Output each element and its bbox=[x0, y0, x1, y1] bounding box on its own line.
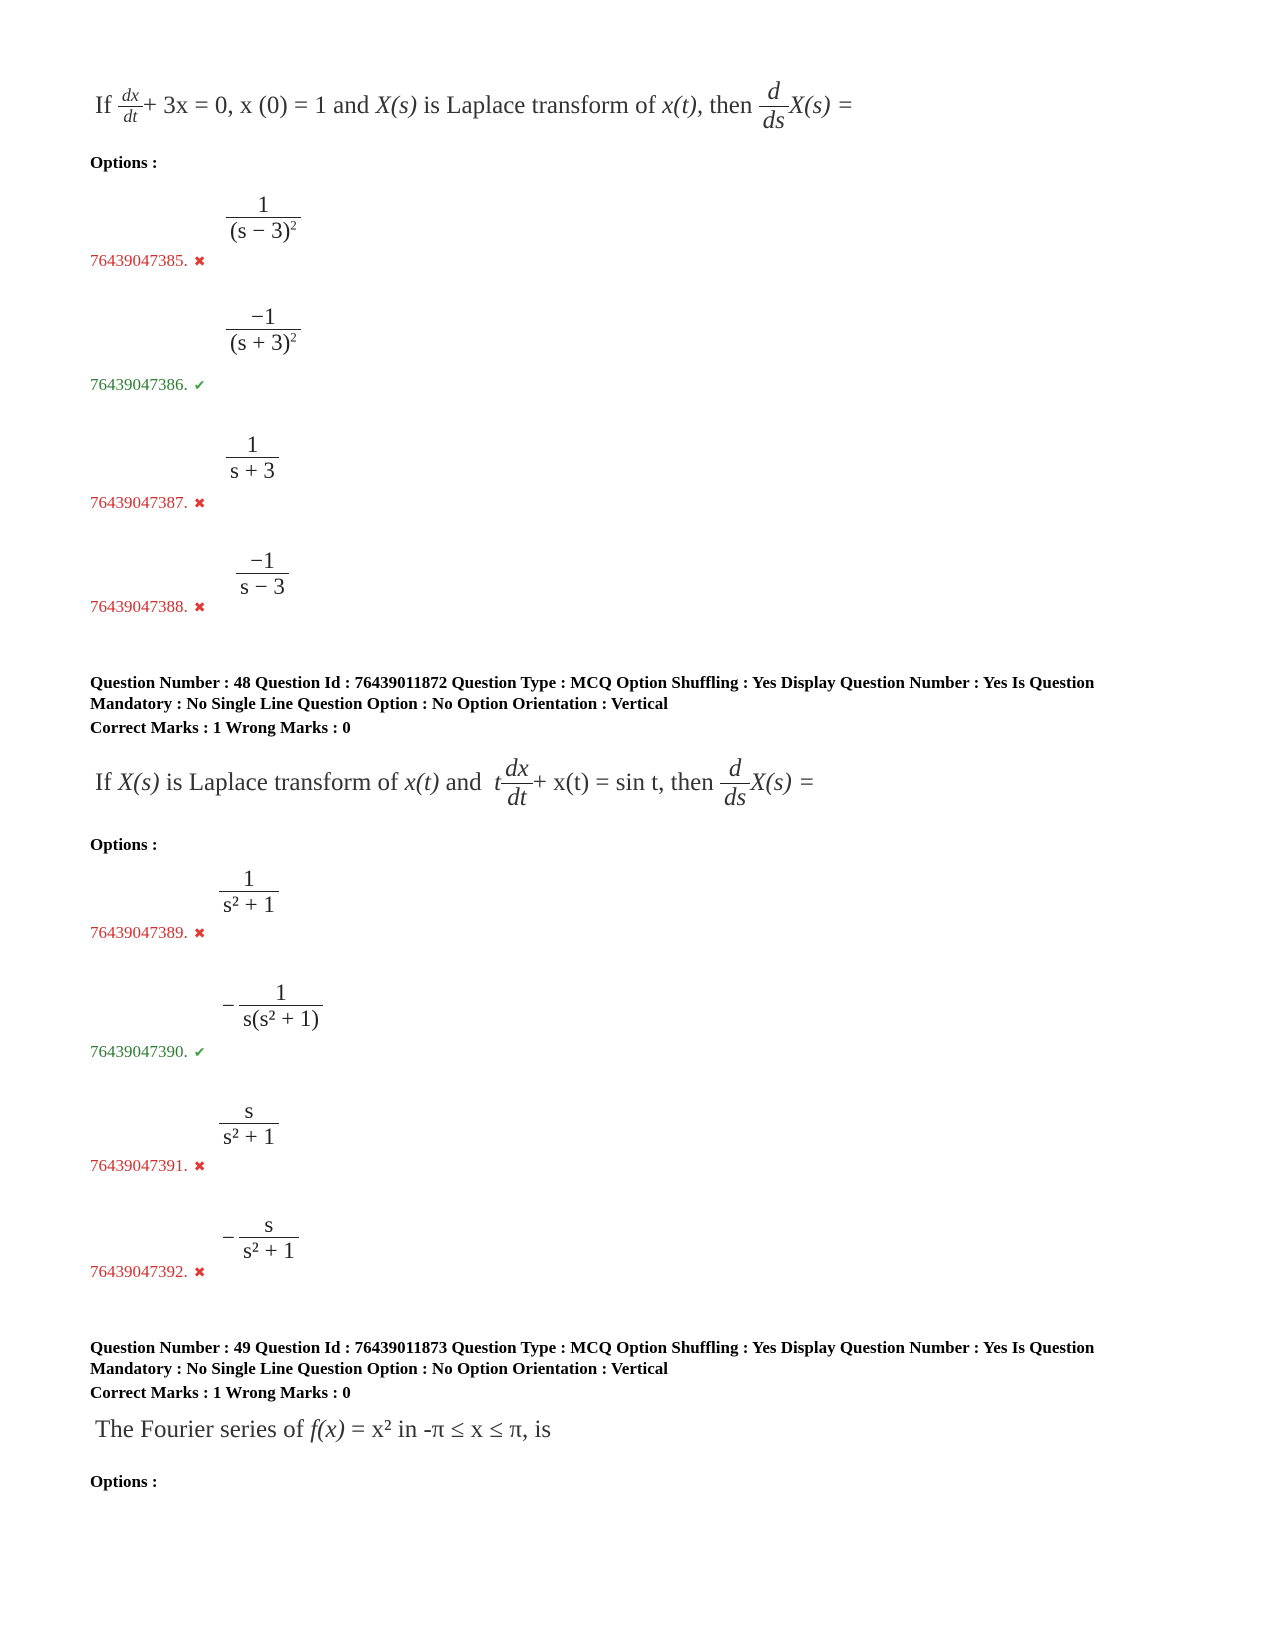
option-math: $\frac{-1}{s - 3}$ bbox=[236, 548, 289, 600]
stem-X: X(s) bbox=[375, 92, 418, 119]
stem-equation: + 3x = 0, x (0) = 1 and bbox=[142, 92, 370, 119]
stem-d-ds-fraction: $\frac{d}{ds}$ bbox=[759, 78, 789, 134]
option-math: $\frac{1}{\text{s² + 1}}$ bbox=[219, 866, 279, 918]
option-id: 76439047392. bbox=[90, 1262, 188, 1281]
cross-icon: ✖ bbox=[193, 1160, 206, 1175]
cross-icon: ✖ bbox=[193, 927, 206, 942]
option-math: $\frac{s}{\text{s² + 1}}$ bbox=[219, 1098, 279, 1150]
option-id: 76439047390. bbox=[90, 1042, 188, 1061]
question-48-meta: Question Number : 48 Question Id : 76439011872 Question Type : MCQ Option Shuffling : Yes Display Question Number : Yes Is Question Mandatory : No Single Line Question Option : No Option Orientation : Vertical Correct Marks : 1 Wrong Marks : 0 bbox=[90, 673, 1095, 737]
option-math: $\frac{1}{s + 3}$ bbox=[226, 432, 279, 484]
options-label: Options : bbox=[90, 835, 158, 854]
option-id: 76439047387. bbox=[90, 493, 188, 512]
option-id: 76439047388. bbox=[90, 597, 188, 616]
stem-if: If bbox=[95, 92, 112, 119]
option-math: $\frac{1}{(s - 3)^2}$ bbox=[226, 192, 301, 244]
option-id: 76439047391. bbox=[90, 1156, 188, 1175]
option-row[interactable] bbox=[90, 251, 205, 271]
option-row[interactable] bbox=[90, 597, 205, 617]
question-49-stem: The Fourier series of f(x) = x² in -π ≤ x ≤ π, is bbox=[95, 1416, 552, 1443]
stem-then: then bbox=[709, 92, 753, 119]
cross-icon: ✖ bbox=[193, 1266, 206, 1281]
option-row[interactable] bbox=[90, 1262, 205, 1282]
option-id: 76439047385. bbox=[90, 251, 188, 270]
option-row[interactable] bbox=[90, 1156, 205, 1176]
option-id: 76439047386. bbox=[90, 375, 188, 394]
option-math: − $\frac{1}{\text{s(s² + 1)}}$ bbox=[222, 980, 323, 1032]
cross-icon: ✖ bbox=[193, 255, 206, 270]
option-id: 76439047389. bbox=[90, 923, 188, 942]
check-icon: ✔ bbox=[193, 1046, 206, 1061]
stem-tail: X(s) = bbox=[788, 92, 854, 119]
stem-xt: x(t), bbox=[662, 92, 704, 119]
cross-icon: ✖ bbox=[193, 601, 206, 616]
option-row[interactable] bbox=[90, 1042, 205, 1062]
option-row[interactable] bbox=[90, 375, 205, 395]
option-math: $\frac{-1}{(s + 3)^2}$ bbox=[226, 304, 301, 356]
options-label: Options : bbox=[90, 1472, 158, 1491]
option-math: − $\frac{s}{\text{s² + 1}}$ bbox=[222, 1212, 299, 1264]
question-49-meta: Question Number : 49 Question Id : 76439011873 Question Type : MCQ Option Shuffling : Yes Display Question Number : Yes Is Question Mandatory : No Single Line Question Option : No Option Orientation : Vertical Correct Marks : 1 Wrong Marks : 0 bbox=[90, 1338, 1095, 1402]
option-row[interactable] bbox=[90, 923, 205, 943]
question-48-stem: If X(s) is Laplace transform of x(t) and t $\frac{dx}{dt}$ + x(t) = sin t, then $\frac{d}{ds}$ X(s) = bbox=[95, 755, 815, 811]
stem-d-ds-fraction: $\frac{d}{ds}$ bbox=[720, 755, 750, 811]
question-47-stem bbox=[95, 78, 854, 134]
option-row[interactable] bbox=[90, 493, 205, 513]
stem-mid: is Laplace transform of bbox=[423, 92, 656, 119]
stem-dx-dt-fraction: $\frac{dx}{dt}$ bbox=[501, 755, 533, 811]
stem-derivative-fraction: $\frac{dx}{dt}$ bbox=[118, 86, 143, 127]
options-label: Options : bbox=[90, 153, 158, 172]
check-icon: ✔ bbox=[193, 379, 206, 394]
cross-icon: ✖ bbox=[193, 497, 206, 512]
